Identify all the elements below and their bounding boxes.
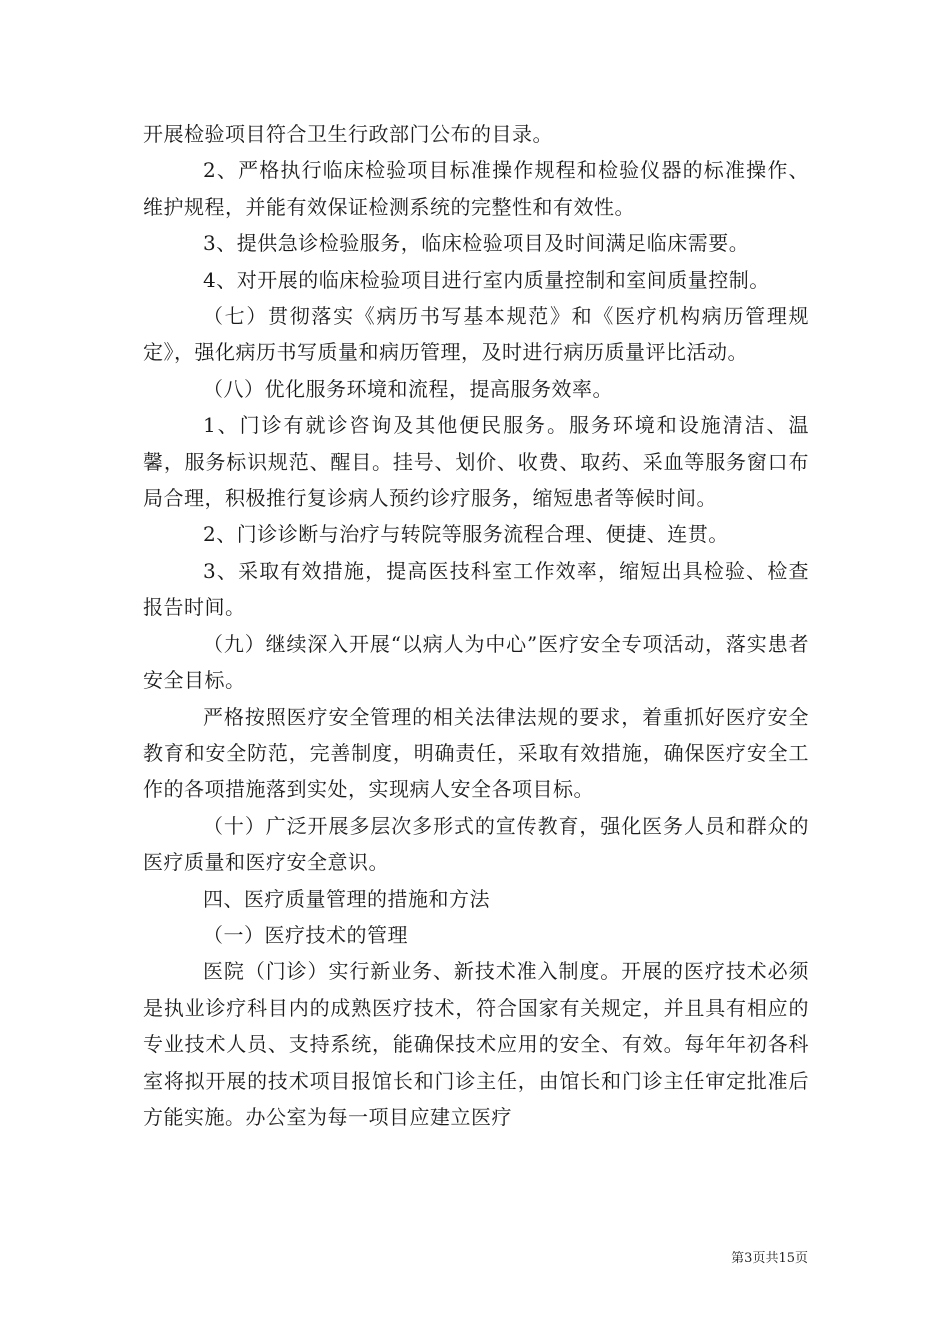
paragraph-6: （八）优化服务环境和流程，提高服务效率。 — [203, 376, 613, 401]
paragraph-1: 开展检验项目符合卫生行政部门公布的目录。 — [143, 122, 553, 146]
paragraph-12: （十）广泛开展多层次多形式的宣传教育，强化医务人员和群众的医疗质量和医疗安全意识。 — [143, 813, 809, 875]
paragraph-7: 1、门诊有就诊咨询及其他便民服务。服务环境和设施清洁、温馨，服务标识规范、醒目。挂号、划价、收费、取药、采血等服务窗口布局合理，积极推行复诊病人预约诊疗服务，缩短患者等候时间。 — [143, 413, 809, 511]
paragraph-13: 四、医疗质量管理的措施和方法 — [203, 886, 490, 911]
paragraph-2: 2、严格执行临床检验项目标准操作规程和检验仪器的标准操作、维护规程，并能有效保证检测系统的完整性和有效性。 — [143, 158, 809, 219]
paragraph-5: （七）贯彻落实《病历书写基本规范》和《医疗机构病历管理规定》，强化病历书写质量和病历管理，及时进行病历质量评比活动。 — [143, 304, 809, 365]
paragraph-11: 严格按照医疗安全管理的相关法律法规的要求，着重抓好医疗安全教育和安全防范，完善制度，明确责任，采取有效措施，确保医疗安全工作的各项措施落到实处，实现病人安全各项目标。 — [143, 704, 809, 802]
paragraph-3: 3、提供急诊检验服务，临床检验项目及时间满足临床需要。 — [203, 231, 750, 256]
paragraph-8: 2、门诊诊断与治疗与转院等服务流程合理、便捷、连贯。 — [203, 522, 729, 547]
paragraph-14: （一）医疗技术的管理 — [203, 922, 408, 947]
paragraph-15: 医院（门诊）实行新业务、新技术准入制度。开展的医疗技术必须是执业诊疗科目内的成熟医疗技术，符合国家有关规定，并且具有相应的专业技术人员、支持系统，能确保技术应用的安全、有效。每年年初各科室将拟开展的技术项目报馆长和门诊主任，由馆长和门诊主任审定批准后方能实施。办公室为每一项目应建立医疗 — [143, 959, 809, 1129]
paragraph-9: 3、采取有效措施，提高医技科室工作效率，缩短出具检验、检查报告时间。 — [143, 558, 809, 620]
paragraph-10: （九）继续深入开展“以病人为中心”医疗安全专项活动，落实患者安全目标。 — [143, 631, 809, 693]
page-number: 第3页共15页 — [731, 1251, 808, 1266]
document-body — [143, 116, 809, 1135]
paragraph-4: 4、对开展的临床检验项目进行室内质量控制和室间质量控制。 — [203, 267, 770, 292]
